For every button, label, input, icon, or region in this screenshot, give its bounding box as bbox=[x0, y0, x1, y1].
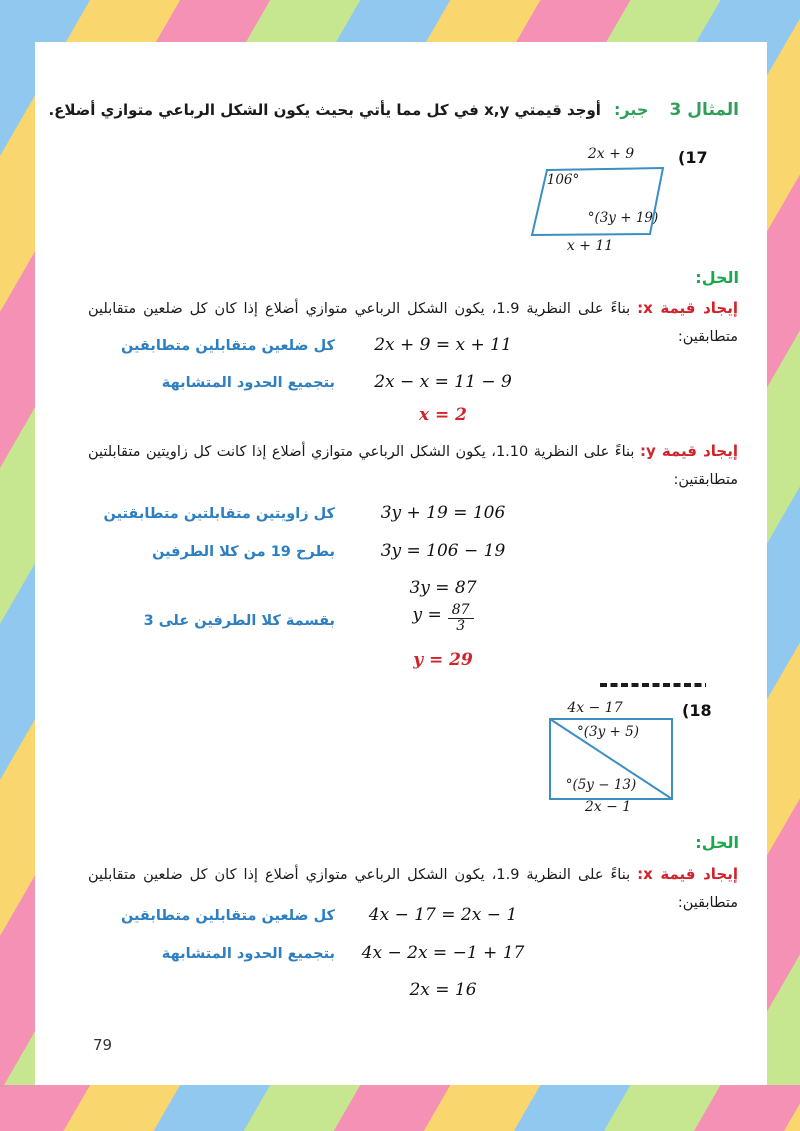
find-x-label: إيجاد قيمة x: bbox=[637, 299, 738, 317]
step-equation: 3y = 87 bbox=[409, 578, 477, 598]
find-y-intro-17 bbox=[88, 437, 738, 495]
fraction-denominator: 3 bbox=[456, 618, 466, 635]
step-reason: كل زاويتين متقابلتين متطابقتين bbox=[103, 506, 335, 522]
parallelogram-bottom-side-label: x + 11 bbox=[566, 238, 614, 254]
fraction-numerator: 87 bbox=[448, 603, 474, 619]
find-x-label: إيجاد قيمة x: bbox=[637, 865, 738, 883]
problem-prompt: أوجد قيمتي x,y في كل مما يأتي بحيث يكون الشكل الرباعي متوازي أضلاع. bbox=[48, 101, 601, 119]
fraction-equation bbox=[353, 603, 533, 635]
solution-heading-18: الحل: bbox=[695, 833, 739, 852]
step-reason: بتجميع الحدود المتشابهة bbox=[161, 375, 335, 391]
example-title-line bbox=[48, 100, 739, 120]
fraction-lhs: y = bbox=[412, 604, 442, 625]
rectangle-upper-angle-label: (3y + 5)° bbox=[576, 724, 640, 740]
parallelogram-angle-3y19-label: (3y + 19)° bbox=[587, 210, 659, 226]
step-reason: كل ضلعين متقابلين متطابقين bbox=[120, 338, 335, 354]
rectangle-lower-angle-label: (5y − 13)° bbox=[565, 777, 637, 793]
step-equation: 2x − x = 11 − 9 bbox=[374, 372, 512, 392]
item-number-17: (17 bbox=[678, 148, 708, 167]
item-number-18: (18 bbox=[682, 701, 712, 720]
find-x-intro-text: بناءً على النظرية 1.9، يكون الشكل الرباعي متوازي أضلاع إذا كان كل ضلعين متقابلين متطابقين: bbox=[88, 301, 738, 346]
page-number: 79 bbox=[93, 1036, 113, 1054]
find-y-label: إيجاد قيمة y: bbox=[639, 442, 739, 460]
step-equation: 4x − 17 = 2x − 1 bbox=[368, 905, 518, 925]
step-equation: 4x − 2x = −1 + 17 bbox=[361, 943, 525, 963]
step-reason: بطرح 19 من كلا الطرفين bbox=[152, 544, 335, 560]
step-equation: 2x = 16 bbox=[409, 980, 477, 1000]
step-equation: 2x + 9 = x + 11 bbox=[374, 335, 512, 355]
parallelogram-top-side-label: 2x + 9 bbox=[587, 146, 635, 162]
worksheet-page bbox=[35, 42, 767, 1085]
find-y-intro-text: بناءً على النظرية 1.10، يكون الشكل الرباعي متوازي أضلاع إذا كانت كل زاويتين متقابلتين متطابقتين: bbox=[88, 444, 738, 489]
result-x-17: x = 2 bbox=[418, 405, 468, 425]
rectangle-bottom-side-label: 2x − 1 bbox=[584, 799, 632, 815]
step-reason: كل ضلعين متقابلين متطابقين bbox=[120, 908, 335, 924]
fraction bbox=[448, 603, 474, 635]
result-y-17: y = 29 bbox=[413, 650, 473, 670]
step-reason: بتجميع الحدود المتشابهة bbox=[161, 946, 335, 962]
step-equation: 3y = 106 − 19 bbox=[380, 541, 506, 561]
example-number-label: المثال 3 bbox=[669, 100, 739, 120]
step-reason: بقسمة كلا الطرفين على 3 bbox=[143, 613, 335, 629]
rectangle-top-side-label: 4x − 17 bbox=[567, 700, 623, 716]
step-equation: 3y + 19 = 106 bbox=[380, 503, 506, 523]
parallelogram-diagram bbox=[505, 142, 745, 260]
parallelogram-angle-106-label: 106° bbox=[546, 172, 580, 188]
solution-heading-17: الحل: bbox=[695, 268, 739, 287]
find-x-intro-text: بناءً على النظرية 1.9، يكون الشكل الرباعي متوازي أضلاع إذا كان كل ضلعين متقابلين متطابقين: bbox=[88, 867, 738, 912]
dashed-separator bbox=[600, 683, 706, 687]
rectangle-diagram bbox=[535, 696, 715, 815]
striped-frame-bottom bbox=[0, 1085, 800, 1131]
topic-label: جبر: bbox=[614, 100, 649, 119]
